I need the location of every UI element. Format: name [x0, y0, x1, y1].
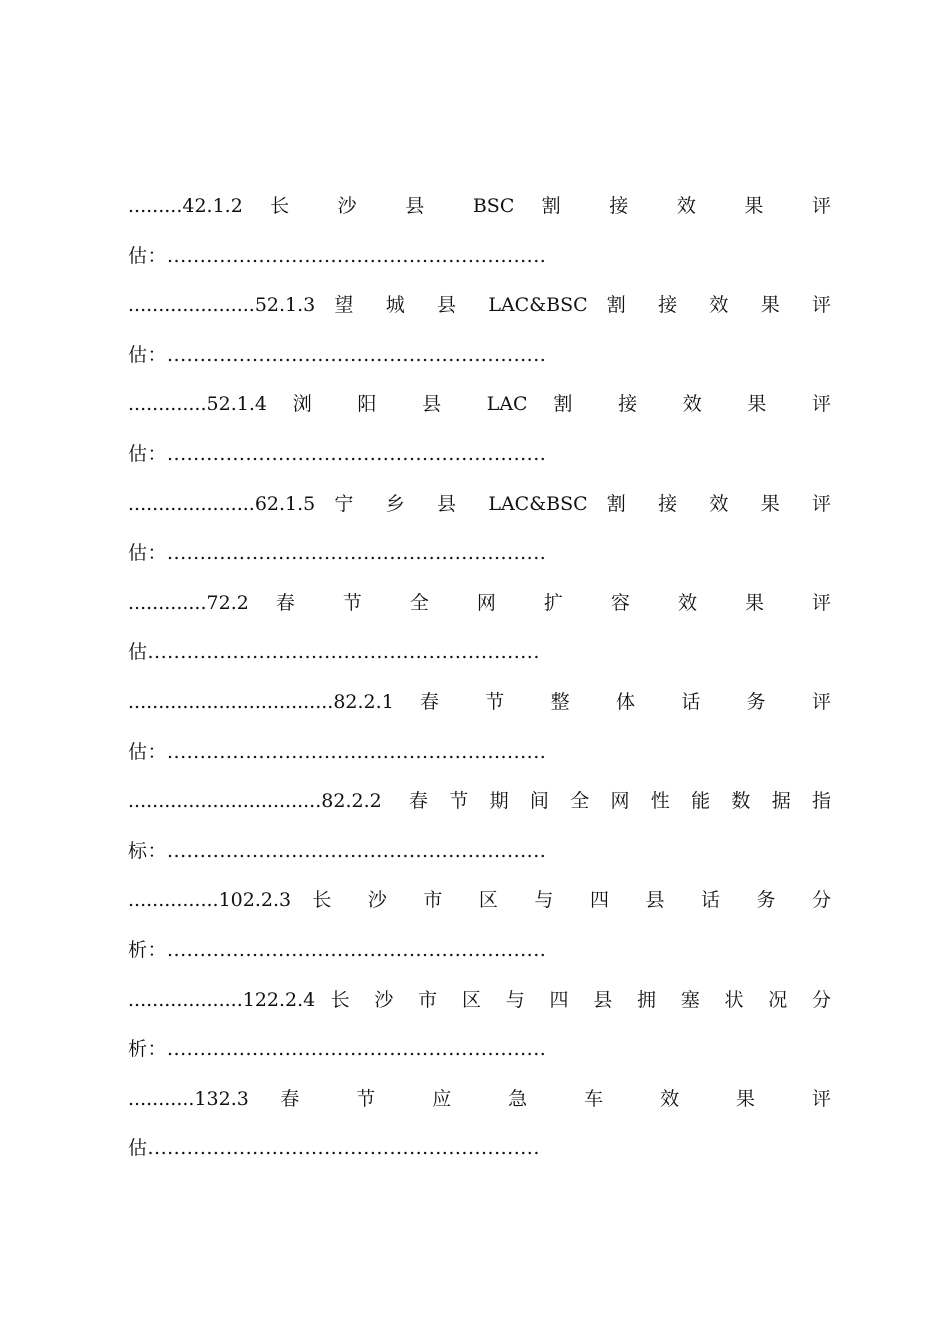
- toc-line: 估............................................................: [128, 641, 540, 663]
- toc-line: 估............................................................: [128, 1137, 540, 1159]
- toc-line: .....................62.1.5 宁 乡 县 LAC&BSC 割 接 效 果 评: [128, 493, 831, 515]
- toc-line: 估：..........................................................: [128, 443, 547, 465]
- toc-line: 标：..........................................................: [128, 840, 547, 862]
- toc-line: 析：..........................................................: [128, 939, 547, 961]
- toc-line: ................................82.2.2 春节期间全网性能数据指: [128, 790, 831, 812]
- toc-line: 估：..........................................................: [128, 344, 547, 366]
- toc-line: ..................................82.2.1 春 节 整 体 话 务 评: [128, 691, 831, 713]
- toc-line: 估：..........................................................: [128, 741, 547, 763]
- toc-line: ...............102.2.3 长 沙 市 区 与 四 县 话 务 分: [128, 889, 831, 911]
- toc-line: .....................52.1.3 望 城 县 LAC&BSC 割 接 效 果 评: [128, 294, 831, 316]
- toc-line: 估：..........................................................: [128, 245, 547, 267]
- toc-line: 估：..........................................................: [128, 542, 547, 564]
- toc-line: .............52.1.4 浏 阳 县 LAC 割 接 效 果 评: [128, 393, 831, 415]
- toc-line: ...................122.2.4 长 沙 市 区 与 四 县 拥 塞 状 况 分: [128, 989, 831, 1011]
- toc-line: ...........132.3 春 节 应 急 车 效 果 评: [128, 1088, 831, 1110]
- toc-line: .............72.2 春 节 全 网 扩 容 效 果 评: [128, 592, 831, 614]
- toc-line: .........42.1.2 长 沙 县 BSC 割 接 效 果 评: [128, 195, 831, 217]
- toc-line: 析：..........................................................: [128, 1038, 547, 1060]
